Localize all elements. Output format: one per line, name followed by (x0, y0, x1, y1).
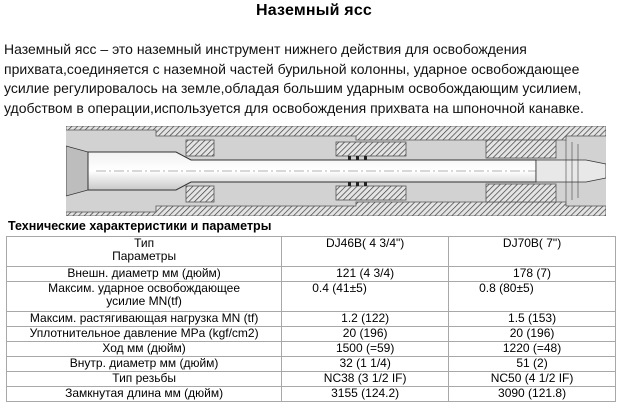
section-title: Технические характеристики и параметры (8, 219, 272, 233)
intro-text (4, 40, 628, 118)
param-value-1: 20 (196) (282, 327, 449, 342)
intro-line: удобством в операции,используется для освобождения прихвата на шпоночной канавке. (4, 99, 584, 116)
param-value-1: NC38 (3 1/2 IF) (282, 372, 449, 387)
params-label: Параметры (112, 249, 177, 263)
param-value-1: 32 (1 1/4) (282, 357, 449, 372)
param-value-2: 1.5 (153) (449, 312, 616, 327)
spec-table (6, 236, 616, 402)
param-value-2: 1220 (=48) (449, 342, 616, 357)
table-row (7, 312, 616, 327)
param-value-2: 20 (196) (449, 327, 616, 342)
table-row (7, 387, 616, 402)
param-value-1: 1.2 (122) (282, 312, 449, 327)
param-value-2: 3090 (121.8) (449, 387, 616, 402)
table-row (7, 327, 616, 342)
param-value-1: 1500 (=59) (282, 342, 449, 357)
header-model-1: DJ46B( 4 3/4") (282, 237, 449, 267)
table-row (7, 357, 616, 372)
param-value-1: 0.4 (41±5) (282, 282, 449, 312)
param-name: Ход мм (дюйм) (7, 342, 282, 357)
table-header-corner (7, 237, 282, 267)
table-row (7, 282, 616, 312)
type-label: Тип (134, 236, 155, 250)
page-title: Наземный ясс (255, 2, 373, 19)
param-name: Внешн. диаметр мм (дюйм) (7, 267, 282, 282)
param-value-2: 0.8 (80±5) (449, 282, 616, 312)
param-name: Замкнутая длина мм (дюйм) (7, 387, 282, 402)
param-value-2: NC50 (4 1/2 IF) (449, 372, 616, 387)
jar-cross-section-drawing (66, 126, 606, 216)
param-name: Уплотнительное давление MPa (kgf/cm2) (7, 327, 282, 342)
table-row (7, 342, 616, 357)
param-name: Внутр. диаметр мм (дюйм) (7, 357, 282, 372)
table-row (7, 267, 616, 282)
intro-line: Наземный ясс – это наземный инструмент нижнего действия для освобождения (4, 41, 527, 57)
header-model-2: DJ70B( 7") (449, 237, 616, 267)
param-value-1: 3155 (124.2) (282, 387, 449, 402)
param-value-2: 178 (7) (449, 267, 616, 282)
param-name: Максим. растягивающая нагрузка MN (tf) (7, 312, 282, 327)
param-name: Тип резьбы (7, 372, 282, 387)
table-header-row (7, 237, 616, 267)
intro-line: усилие регулировалось на земле,обладая большим ударным освобождающим усилием, (4, 80, 582, 96)
intro-line: прихвата,соединяется с наземной частей бурильной колонны, ударное освобождающее (4, 60, 580, 77)
param-name: Максим. ударное освобождающее усилие MN(tf) (7, 282, 282, 312)
param-value-1: 121 (4 3/4) (282, 267, 449, 282)
param-value-2: 51 (2) (449, 357, 616, 372)
table-row (7, 372, 616, 387)
